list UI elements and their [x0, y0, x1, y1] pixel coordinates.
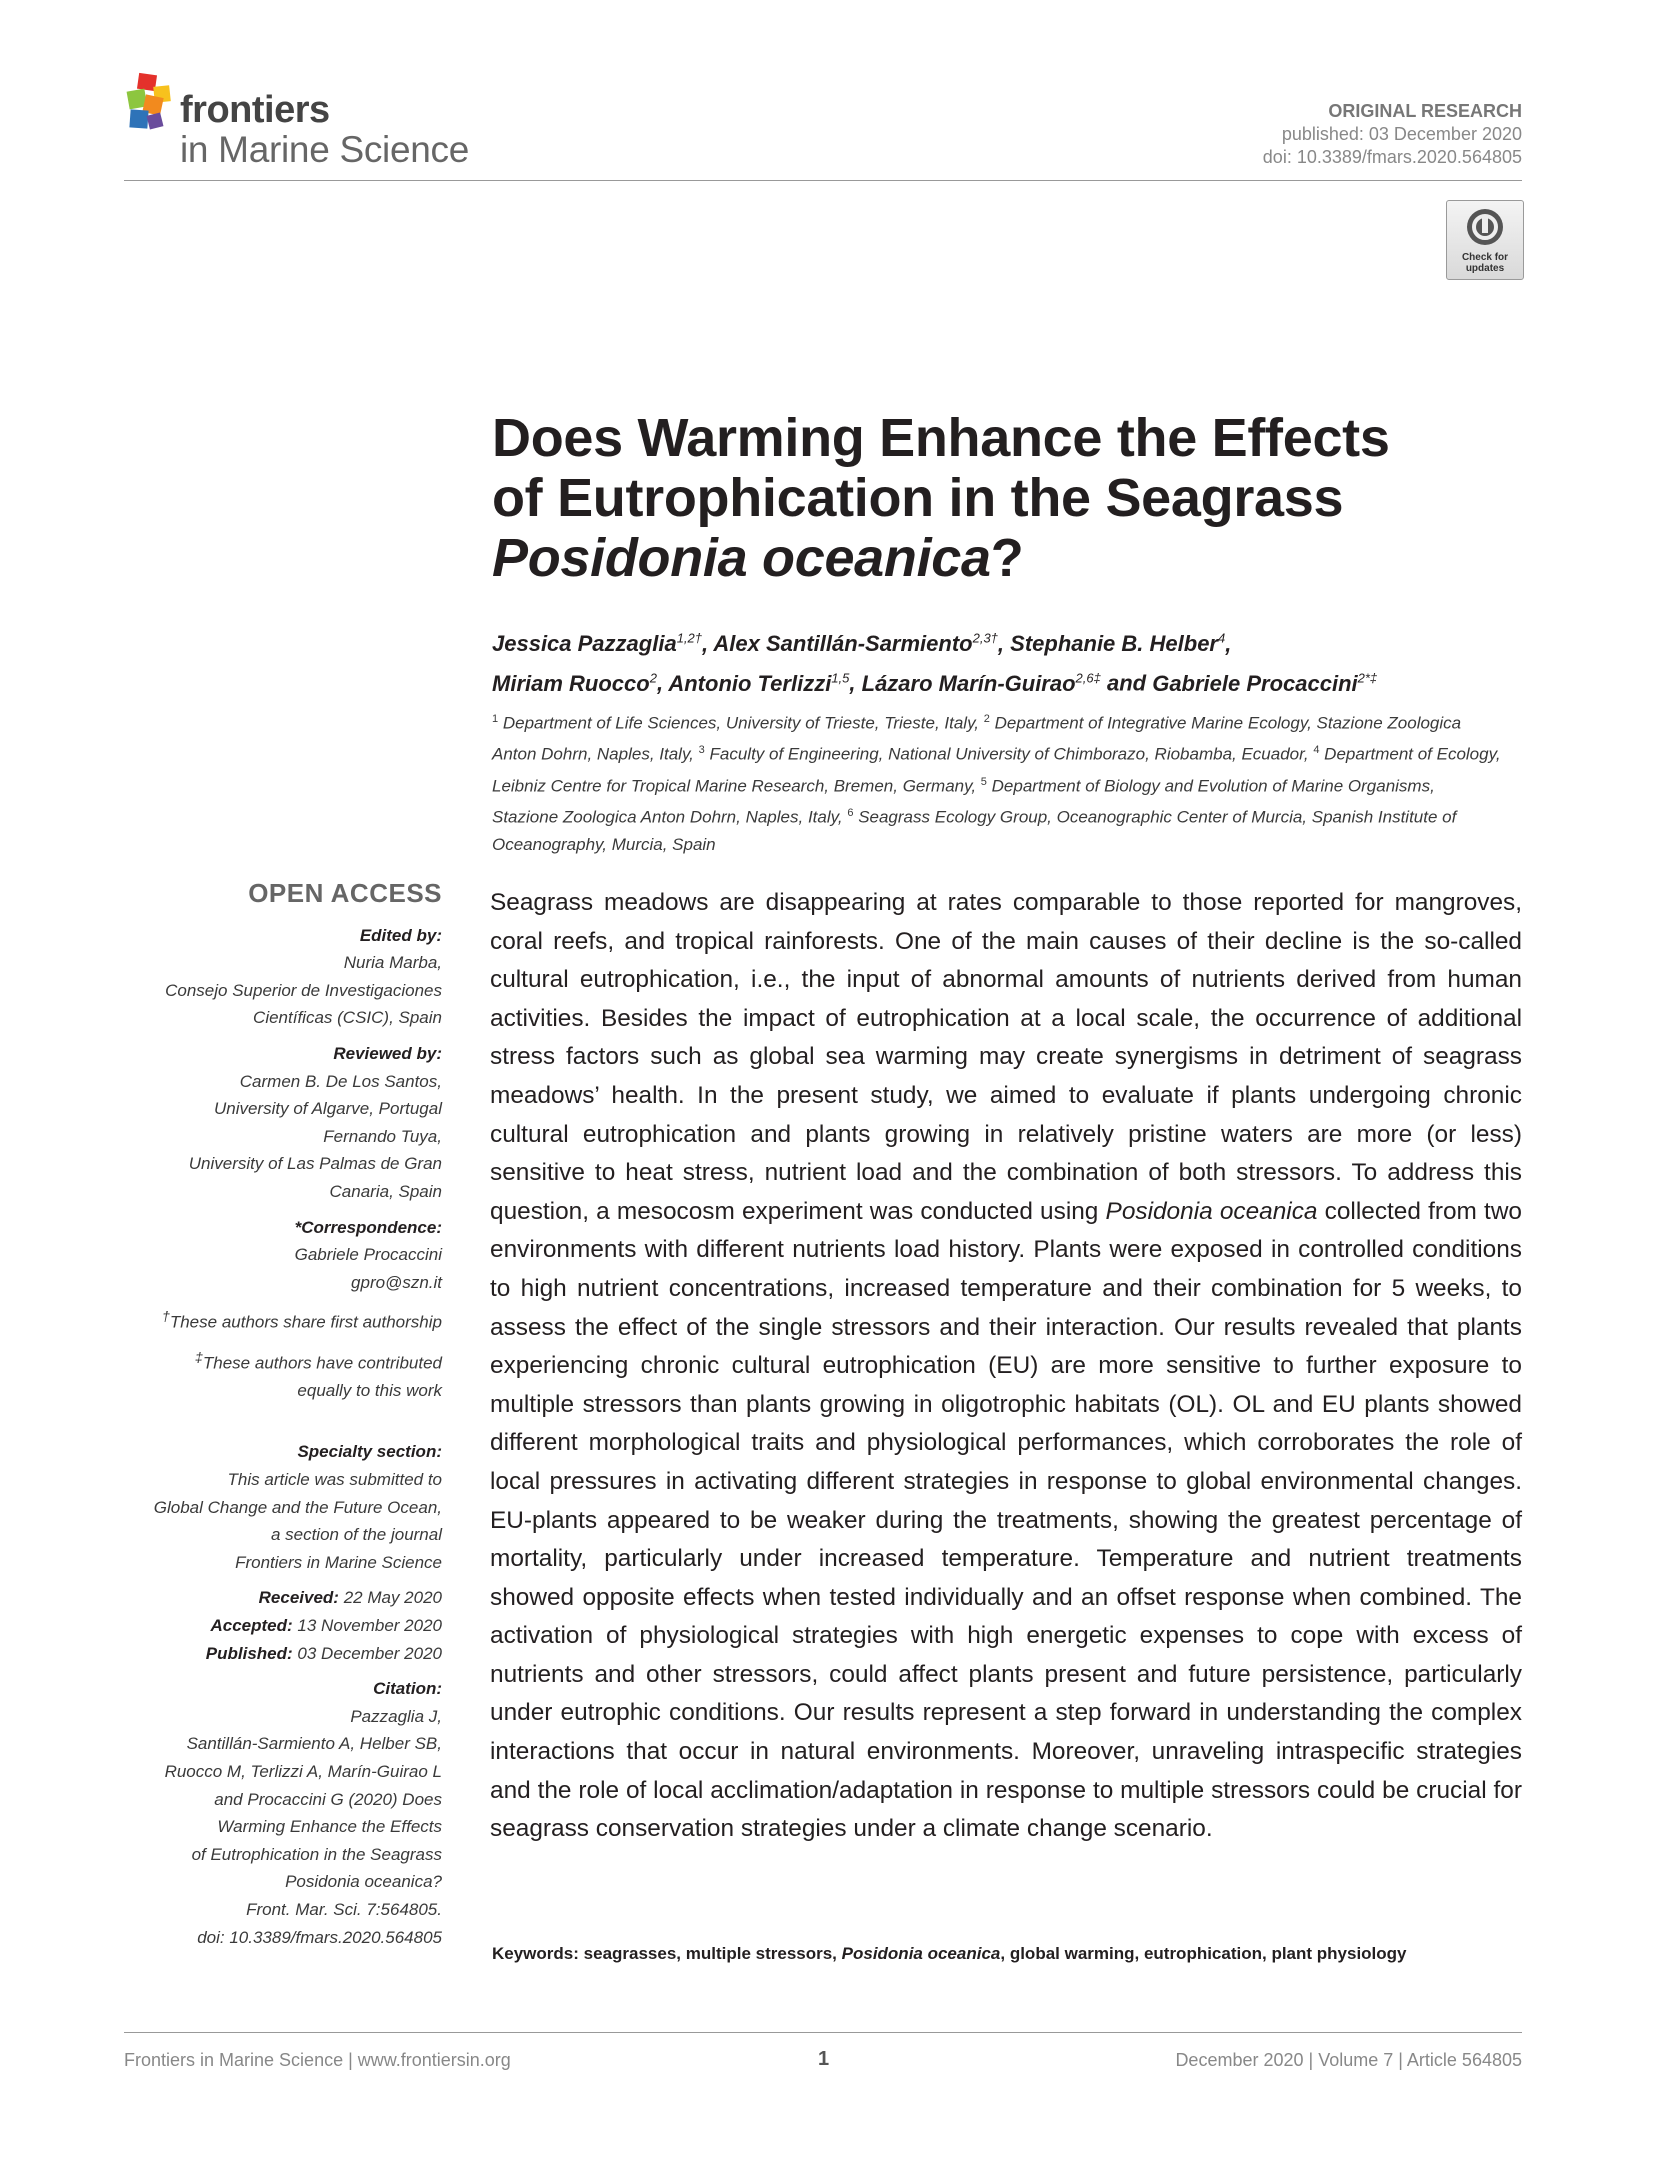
open-access-label: OPEN ACCESS: [248, 878, 442, 908]
reviewer-affiliation: University of Algarve, Portugal: [213, 1099, 442, 1119]
page-number: 1: [818, 2048, 830, 2070]
citation-line: Ruocco M, Terlizzi A, Marín-Guirao L: [164, 1761, 442, 1781]
affiliations: $^1$ Department of Life Sciences, University of Trieste, Trieste, Italy, $^2$ Department of Integrative Marine Ecology, Stazione Zoologica Anton Dohrn, Naples, Italy, $^3$ Faculty of Engineering, National University of Chimborazo, Riobamba, Ecuador, $^4$ Department of Ecology, Leibniz Centre for Tropical Marine Research, Bremen, Germany, $^5$ Department of Biology and Evolution of Marine Organisms, Stazione Zoologica Anton Dohrn, Naples, Italy, $^6$ Seagrass Ecology Group, Oceanographic Center of Murcia, Spanish Institute of Oceanography, Murcia, Spain: [492, 713, 1501, 854]
author-6[interactable]: Lázaro Marín-Guirao$^{2,6\ddagger}$: [861, 670, 1101, 696]
check-updates-label: Check for updates: [1461, 252, 1509, 274]
abstract-text-1: Seagrass meadows are disappearing at rates comparable to those reported for mangroves, coral reefs, and tropical rainforests. One of the main causes of their decline is the so-called cultural eutrophication, i.e., the input of abnormal amounts of nutrients derived from human activities. Besides the impact of eutrophication at a local scale, the occurrence of additional stress factors such as global sea warming may create synergisms in detriment of seagrass meadows’ health. In the present study, we aimed to evaluate if plants undergoing chronic cultural eutrophication and plants growing in relatively pristine waters are more (or less) sensitive to heat stress, nutrient load and the combination of both stressors. To address this question, a mesocosm experiment was conducted using: [490, 889, 1522, 1225]
title-line-3: [492, 528, 1532, 588]
author-1[interactable]: Jessica Pazzaglia$^{1,2\dagger}$: [492, 631, 702, 657]
editor-affiliation-line: Científicas (CSIC), Spain: [253, 1008, 442, 1028]
citation-line: Pazzaglia J,: [350, 1706, 442, 1726]
specialty-line: a section of the journal: [270, 1525, 442, 1545]
citation-line: Posidonia oceanica?: [285, 1872, 442, 1892]
received-date: Received: 22 May 2020: [258, 1588, 442, 1608]
published-date: published: 03 December 2020: [1281, 124, 1522, 144]
first-authorship-note: †These authors share first authorship: [161, 1309, 442, 1332]
citation-line: Warming Enhance the Effects: [217, 1817, 442, 1837]
citation-section: [100, 1675, 442, 1951]
reviewer-affiliation: University of Las Palmas de Gran: [188, 1154, 442, 1174]
footer-divider: [124, 2032, 1522, 2033]
specialty-section: [100, 1438, 442, 1576]
title-qmark: ?: [990, 528, 1024, 588]
citation-line: Front. Mar. Sci. 7:564805.: [246, 1899, 442, 1919]
specialty-line: This article was submitted to: [227, 1470, 442, 1489]
author-7[interactable]: Gabriele Procaccini$^{2*\ddagger}$: [1152, 670, 1378, 696]
published-date-sidebar: Published: 03 December 2020: [205, 1643, 442, 1663]
article-sidebar: [100, 880, 442, 1959]
citation-heading: Citation:: [373, 1679, 442, 1699]
citation-line: Santillán-Sarmiento A, Helber SB,: [186, 1734, 442, 1754]
dates-section: [100, 1584, 442, 1667]
abstract: [490, 884, 1522, 1849]
check-for-updates-button[interactable]: [1446, 200, 1524, 280]
journal-name: in Marine Science: [180, 129, 469, 170]
editor-affiliation-line: Consejo Superior de Investigaciones: [165, 980, 442, 1000]
author-2[interactable]: Alex Santillán-Sarmiento$^{2,3\dagger}$: [713, 631, 998, 657]
keyword-species: Posidonia oceanica: [841, 1944, 1001, 1963]
author-list: Jessica Pazzaglia$^{1,2\dagger}$, Alex Santillán-Sarmiento$^{2,3\dagger}$, Stephanie B. Helber$^4$, Miriam Ruocco$^2$, Antonio Terlizzi$^{1,5}$, Lázaro Marín-Guirao$^{2,6\ddagger}$ and Gabriele Procaccini$^{2*\ddagger}$: [492, 631, 1378, 696]
affiliation-5: Department of Biology and Evolution of Marine Organisms, Stazione Zoologica Anton Dohrn, Naples, Italy,: [492, 776, 1435, 827]
specialty-heading: Specialty section:: [297, 1442, 442, 1462]
article-meta: [1263, 100, 1522, 169]
title-species: Posidonia oceanica: [492, 528, 991, 588]
affiliation-4: Department of Ecology, Leibniz Centre for Tropical Marine Research, Bremen, Germany,: [492, 744, 1501, 796]
title-line-1: Does Warming Enhance the Effects: [492, 408, 1390, 468]
specialty-line: Frontiers in Marine Science: [235, 1552, 442, 1572]
correspondent-email[interactable]: gpro@szn.it: [351, 1272, 442, 1292]
author-3[interactable]: Stephanie B. Helber$^4$: [1010, 631, 1226, 657]
reviewed-by-section: [100, 1040, 442, 1206]
header-divider: [124, 180, 1522, 181]
author-4[interactable]: Miriam Ruocco$^2$: [492, 670, 657, 696]
citation-line: of Eutrophication in the Seagrass: [191, 1844, 442, 1864]
reviewer-name: Fernando Tuya,: [323, 1126, 442, 1146]
article-type: ORIGINAL RESEARCH: [1328, 101, 1522, 121]
reviewer-affiliation: Canaria, Spain: [329, 1181, 442, 1201]
crossmark-icon: [1465, 207, 1505, 247]
affiliation-2: Department of Integrative Marine Ecology, Stazione Zoologica Anton Dohrn, Naples, Italy,: [492, 713, 1462, 764]
edited-by-heading: Edited by:: [359, 925, 442, 945]
keywords-list: seagrasses, multiple stressors,: [583, 1944, 837, 1963]
affiliation-3: Faculty of Engineering, National University of Chimborazo, Riobamba, Ecuador,: [709, 744, 1309, 764]
equal-contribution-note: ‡These authors have contributed equally to this work: [195, 1349, 442, 1400]
abstract-species: Posidonia oceanica: [1105, 1197, 1318, 1225]
citation-doi[interactable]: doi: 10.3389/fmars.2020.564805: [197, 1927, 442, 1947]
correspondent-name: Gabriele Procaccini: [294, 1245, 442, 1265]
editor-name: Nuria Marba,: [343, 953, 442, 973]
journal-logo[interactable]: [124, 68, 504, 178]
brand-name: frontiers: [180, 89, 330, 131]
affiliation-6: Seagrass Ecology Group, Oceanographic Center of Murcia, Spanish Institute of Oceanography, Murcia, Spain: [492, 807, 1457, 854]
correspondence-heading: *Correspondence:: [294, 1217, 442, 1237]
doi-link[interactable]: doi: 10.3389/fmars.2020.564805: [1262, 147, 1522, 167]
citation-line: and Procaccini G (2020) Does: [214, 1789, 442, 1809]
keywords-list-end: , global warming, eutrophication, plant physiology: [1000, 1944, 1407, 1963]
abstract-text-2: collected from two environments with different nutrients load history. Plants were exposed in controlled conditions to high nutrient concentrations, increased temperature and their combination for 5 weeks, to assess the effect of the single stressors and their interaction. Our results revealed that plants experiencing chronic cultural eutrophication (EU) are more sensitive to further exposure to multiple stressors than plants growing in oligotrophic habitats (OL). OL and EU plants showed different morphological traits and physiological performances, which corroborates the role of local pressures in activating different strategies in response to global environmental changes. EU-plants appeared to be weaker during the treatments, showing the greatest percentage of mortality, particularly under increased temperature. Temperature and nutrient treatments showed opposite effects when tested individually and an offset response when combined. The activation of physiological strategies with high energetic expenses to cope with excess of nutrients and other stressors, could affect plants present and future persistence, particularly under eutrophic conditions. Our results represent a step forward in understanding the complex interactions that occur in natural environments. Moreover, unraveling intraspecific strategies and the role of local acclimation/adaptation in response to multiple stressors could be crucial for seagrass conservation strategies under a climate change scenario.: [490, 1197, 1522, 1843]
article-title: [492, 408, 1532, 588]
reviewed-by-heading: Reviewed by:: [333, 1043, 442, 1063]
accepted-date: Accepted: 13 November 2020: [210, 1615, 442, 1635]
title-line-2: of Eutrophication in the Seagrass: [492, 468, 1344, 528]
keywords-label: Keywords:: [492, 1944, 579, 1963]
footer-issue-info: December 2020 | Volume 7 | Article 564805: [1175, 2050, 1522, 2070]
keywords: [492, 1944, 1532, 1964]
specialty-line: Global Change and the Future Ocean,: [153, 1497, 442, 1517]
edited-by-section: [100, 922, 442, 1032]
frontiers-logo-icon: [124, 72, 176, 134]
affiliation-1: Department of Life Sciences, University of Trieste, Trieste, Italy,: [502, 713, 980, 733]
correspondence-section: [100, 1214, 442, 1297]
author-5[interactable]: Antonio Terlizzi$^{1,5}$: [668, 670, 850, 696]
footer-journal-link[interactable]: Frontiers in Marine Science | www.frontiersin.org: [124, 2050, 511, 2070]
reviewer-name: Carmen B. De Los Santos,: [239, 1071, 442, 1091]
